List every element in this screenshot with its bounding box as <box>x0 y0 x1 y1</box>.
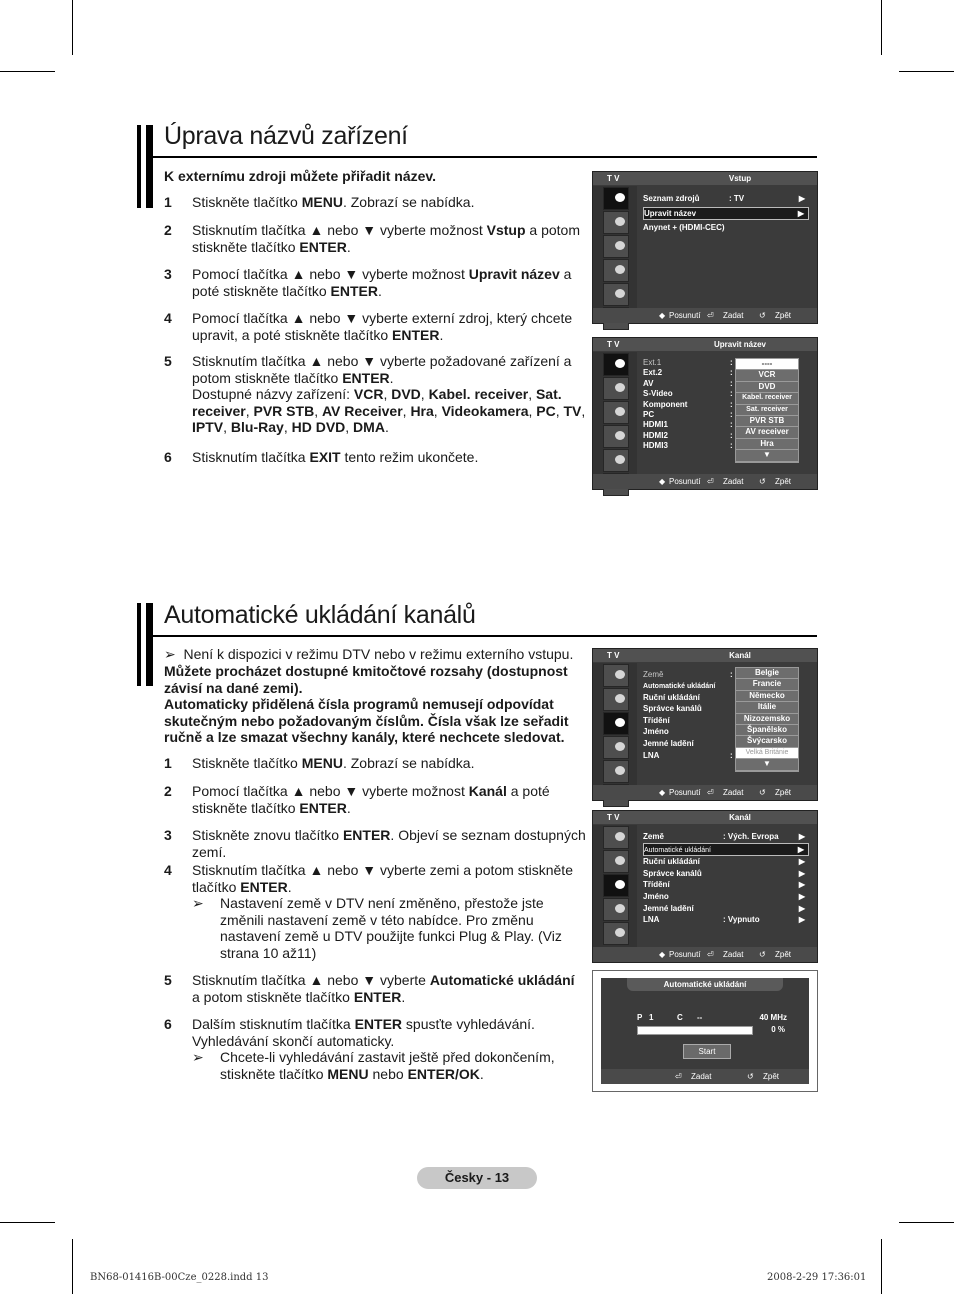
step-text: Pomocí tlačítka ▲ nebo ▼ vyberte možnost Kanál a poté stiskněte tlačítko ENTER. <box>192 783 550 816</box>
slug-date: 2008-2-29 17:36:01 <box>767 1272 867 1283</box>
instruction-step <box>164 783 586 816</box>
return-icon: ↺ <box>747 1072 754 1081</box>
osd-title: Vstup <box>728 174 752 183</box>
section-bar <box>137 603 153 686</box>
arrow-right-icon: ▶ <box>798 915 805 925</box>
osd-menu-item[interactable] <box>643 831 809 842</box>
instruction-step <box>164 353 586 436</box>
osd-option[interactable]: Sat. receiver <box>736 405 798 416</box>
section2-note <box>164 646 586 663</box>
instruction-step <box>164 827 586 860</box>
osd-menu-item[interactable] <box>643 856 809 867</box>
note-text: Chcete-li vyhledávání zastavit ještě před dokončením, stiskněte tlačítko MENU nebo ENTER/OK. <box>220 1049 555 1082</box>
osd-option[interactable]: Švýcarsko <box>736 736 798 747</box>
arrow-right-icon: ▶ <box>797 844 804 854</box>
arrow-right-icon: ▶ <box>798 857 805 867</box>
section1-title: Úprava názvů zařízení <box>164 122 408 150</box>
instruction-step <box>164 755 586 772</box>
start-button[interactable]: Start <box>683 1044 731 1059</box>
input-icon <box>603 664 629 687</box>
setup-icon <box>603 259 629 282</box>
osd-item-label: Jméno <box>643 891 669 901</box>
crop-mark <box>72 0 73 55</box>
crop-mark <box>881 0 882 55</box>
sound-icon <box>603 235 629 258</box>
osd-item-label: Anynet + (HDMI-CEC) <box>643 223 725 232</box>
updown-icon: ◆ <box>659 950 666 959</box>
sound-icon <box>603 922 629 945</box>
osd-menu-item[interactable] <box>643 843 809 856</box>
osd-item-label: Země <box>643 670 664 679</box>
osd-autostore <box>601 978 809 1084</box>
setup-icon <box>603 760 629 783</box>
osd-item-label: Ext.1 <box>643 358 662 367</box>
updown-icon: ◆ <box>659 311 666 320</box>
channel-icon <box>603 874 629 897</box>
osd-tv-label: T V <box>607 340 620 349</box>
step-number: 2 <box>164 783 172 799</box>
osd-input-menu <box>592 171 818 324</box>
crop-mark <box>72 1239 73 1294</box>
osd-item-label: Ruční ukládání <box>643 692 700 702</box>
osd-menu-item[interactable] <box>643 193 809 204</box>
osd-option[interactable]: Španělsko <box>736 725 798 736</box>
osd-item-label: LNA <box>643 750 660 760</box>
instruction-step <box>164 266 586 299</box>
osd-title: Kanál <box>729 813 751 822</box>
osd-item-label: Seznam zdrojů <box>643 194 700 203</box>
return-icon: ↺ <box>759 788 766 797</box>
osd-item-colon: : <box>730 409 733 419</box>
picture-icon <box>603 850 629 873</box>
osd-item-label: Jméno <box>643 727 669 737</box>
picture-icon <box>603 211 629 234</box>
osd-menu-item[interactable] <box>643 891 809 902</box>
osd-title: Kanál <box>729 651 751 660</box>
osd-item-colon: : <box>730 670 733 679</box>
osd-item-label: AV <box>643 378 654 388</box>
osd-item-colon: : <box>730 750 733 760</box>
osd-item-label: Třídění <box>643 715 670 725</box>
setup-icon <box>603 425 629 448</box>
step-number: 4 <box>164 862 172 878</box>
osd-item-colon: : <box>730 441 733 451</box>
picture-icon <box>603 688 629 711</box>
enter-icon: ⏎ <box>707 788 714 797</box>
osd-autostore-frame <box>592 970 818 1092</box>
return-icon: ↺ <box>759 477 766 486</box>
setup-icon <box>603 898 629 921</box>
osd-tv-label: T V <box>607 813 620 822</box>
osd-item-label: Jemné ladění <box>643 903 694 913</box>
step-number: 4 <box>164 310 172 326</box>
osd-edit-name <box>592 337 818 490</box>
instruction-step <box>164 222 586 255</box>
arrow-right-icon: ▶ <box>798 891 805 901</box>
step-number: 6 <box>164 449 172 465</box>
osd-footer <box>593 308 817 323</box>
back-label: Zpět <box>763 1072 780 1081</box>
osd-item-label: Komponent <box>643 399 688 409</box>
osd-item-label: HDMI2 <box>643 430 668 440</box>
osd-rows <box>643 831 809 926</box>
return-icon: ↺ <box>759 950 766 959</box>
osd-footer <box>593 785 817 800</box>
section-bar <box>137 125 153 208</box>
arrow-right-icon: ▶ <box>797 208 804 218</box>
back-label: Zpět <box>775 788 792 797</box>
sound-icon <box>603 401 629 424</box>
osd-item-colon: : <box>730 430 733 440</box>
osd-item-label: Správce kanálů <box>643 868 702 878</box>
instruction-step <box>164 862 586 961</box>
arrow-right-icon: ▶ <box>798 903 805 913</box>
step-text: Stiskněte znovu tlačítko ENTER. Objeví se seznam dostupných zemí. <box>192 827 586 860</box>
progress-bar <box>637 1026 753 1035</box>
step-text: Stisknutím tlačítka ▲ nebo ▼ vyberte zemi a potom stiskněte tlačítko ENTER. <box>192 862 573 895</box>
osd-title: Upravit název <box>713 340 767 349</box>
osd-item-label: Ext.2 <box>643 368 663 378</box>
back-label: Zpět <box>775 950 792 959</box>
osd-option[interactable]: VCR <box>736 370 798 381</box>
osd-option[interactable]: Německo <box>736 691 798 702</box>
osd-item-label: S-Video <box>643 389 673 399</box>
channel-icon <box>603 449 629 472</box>
picture-icon <box>603 377 629 400</box>
step-text: Stisknutím tlačítka EXIT tento režim ukončete. <box>192 449 479 465</box>
step-text: Pomocí tlačítka ▲ nebo ▼ vyberte externí zdroj, který chcete upravit, a poté stiskněte tlačítko ENTER. <box>192 310 573 343</box>
arrow-icon: ➢ <box>164 646 176 662</box>
osd-side-icons <box>593 186 637 308</box>
osd-option[interactable]: Francie <box>736 679 798 690</box>
step-number: 1 <box>164 194 172 210</box>
osd-item-label: Upravit název <box>644 208 697 218</box>
enter-icon: ⏎ <box>707 477 714 486</box>
input-icon <box>603 353 629 376</box>
step-number: 2 <box>164 222 172 238</box>
instruction-step <box>164 310 586 343</box>
enter-icon: ⏎ <box>675 1072 682 1081</box>
osd-menu-item[interactable] <box>643 879 809 890</box>
osd-option[interactable]: AV receiver <box>736 427 798 438</box>
arrow-right-icon: ▶ <box>798 868 805 878</box>
osd-item-label: Jemné ladění <box>643 738 694 748</box>
page-number: Česky - 13 <box>417 1167 537 1189</box>
instruction-step <box>164 194 586 211</box>
enter-label: Zadat <box>723 477 744 486</box>
osd-item-colon: : <box>730 378 733 388</box>
move-label: Posunutí <box>669 311 701 320</box>
section-rule <box>150 156 817 158</box>
enter-label: Zadat <box>723 950 744 959</box>
progress-percent: 0 % <box>771 1025 785 1034</box>
arrow-right-icon: ▶ <box>798 832 805 841</box>
move-label: Posunutí <box>669 950 701 959</box>
osd-rows <box>643 193 809 236</box>
note-text: Není k dispozici v režimu DTV nebo v režimu externího vstupu. <box>183 646 574 662</box>
osd-item-label: PC <box>643 409 655 419</box>
channel-icon <box>603 712 629 735</box>
osd-option[interactable]: Itálie <box>736 702 798 713</box>
osd-footer <box>593 474 817 489</box>
step-text: Stisknutím tlačítka ▲ nebo ▼ vyberte možnost Vstup a potom stiskněte tlačítko ENTER. <box>192 222 580 255</box>
osd-item-colon: : <box>730 368 733 378</box>
osd-option[interactable]: Velká Británie <box>736 748 798 759</box>
osd-option[interactable]: DVD <box>736 382 798 393</box>
step-note <box>192 1049 586 1082</box>
move-label: Posunutí <box>669 477 701 486</box>
enter-label: Zadat <box>691 1072 712 1081</box>
osd-option[interactable]: Kabel. receiver <box>736 393 798 404</box>
step-number: 6 <box>164 1016 172 1032</box>
back-label: Zpět <box>775 311 792 320</box>
enter-label: Zadat <box>723 788 744 797</box>
osd-item-colon: : <box>730 420 733 430</box>
crop-mark <box>881 1239 882 1294</box>
channel-icon <box>603 283 629 306</box>
osd-item-label: Automatické ukládání <box>643 683 716 690</box>
program-value: 1 <box>649 1013 654 1022</box>
arrow-icon: ➢ <box>192 895 204 911</box>
osd-item-label: LNA <box>643 915 660 925</box>
step-number: 5 <box>164 353 172 369</box>
osd-item-value: : TV <box>729 194 745 203</box>
osd-item-label: Třídění <box>643 880 670 890</box>
input-icon <box>603 187 629 210</box>
frequency: 40 MHz <box>759 1013 787 1022</box>
osd-menu-item[interactable] <box>643 222 809 233</box>
osd-tv-label: T V <box>607 651 620 660</box>
osd-side-icons <box>593 663 637 785</box>
osd-country-list <box>592 648 818 801</box>
osd-item-label: HDMI1 <box>643 420 668 430</box>
crop-mark <box>0 71 55 72</box>
step-text: Stisknutím tlačítka ▲ nebo ▼ vyberte Automatické ukládání a potom stiskněte tlačítko ENTER. <box>192 972 575 1005</box>
channel-value: -- <box>697 1013 703 1022</box>
step-text: Stiskněte tlačítko MENU. Zobrazí se nabídka. <box>192 755 475 771</box>
step-text: Dalším stisknutím tlačítka ENTER spusťte vyhledávání. Vyhledávání skončí automaticky. <box>192 1016 535 1049</box>
step-number: 3 <box>164 827 172 843</box>
return-icon: ↺ <box>759 311 766 320</box>
step-text: Pomocí tlačítka ▲ nebo ▼ vyberte možnost Upravit název a poté stiskněte tlačítko ENTER. <box>192 266 572 299</box>
step-note <box>192 895 586 961</box>
osd-option[interactable]: Nizozemsko <box>736 714 798 725</box>
osd-side-icons <box>593 352 637 474</box>
osd-option[interactable]: ---- <box>736 359 798 370</box>
input-icon <box>603 826 629 849</box>
osd-footer <box>593 947 817 962</box>
osd-option[interactable]: Hra <box>736 439 798 450</box>
osd-option[interactable]: PVR STB <box>736 416 798 427</box>
sound-icon <box>603 736 629 759</box>
osd-item-label: Automatické ukládání <box>644 846 711 854</box>
arrow-right-icon: ▶ <box>798 194 805 203</box>
osd-menu-item[interactable] <box>643 914 809 925</box>
section1-lead: K externímu zdroji můžete přiřadit název. <box>164 168 437 184</box>
osd-item-label: Země <box>643 832 664 841</box>
osd-item-value: : Vypnuto <box>723 915 760 925</box>
enter-label: Zadat <box>723 311 744 320</box>
slug-file: BN68-01416B-00Cze_0228.indd 13 <box>90 1272 269 1283</box>
osd-option[interactable]: Belgie <box>736 668 798 679</box>
step-text: Stisknutím tlačítka ▲ nebo ▼ vyberte požadované zařízení a potom stiskněte tlačítko ENTER. Dostupné názvy zařízení: VCR, DVD, Kabel. receiver, Sat. receiver, PVR STB, AV Receiver, Hra, Videokamera, PC, TV, IPTV, Blu-Ray, HD DVD, DMA. <box>192 353 586 435</box>
back-label: Zpět <box>775 477 792 486</box>
osd-option[interactable]: ▼ <box>736 450 798 461</box>
osd-item-label: Správce kanálů <box>643 704 702 714</box>
move-label: Posunutí <box>669 788 701 797</box>
crop-mark <box>0 1222 55 1223</box>
crop-mark <box>899 1222 954 1223</box>
step-number: 1 <box>164 755 172 771</box>
section2-title: Automatické ukládání kanálů <box>164 601 476 629</box>
arrow-icon: ➢ <box>192 1049 204 1065</box>
step-number: 3 <box>164 266 172 282</box>
osd-options <box>735 667 799 772</box>
osd-option[interactable]: ▼ <box>736 759 798 770</box>
arrow-right-icon: ▶ <box>798 880 805 890</box>
osd-item-colon: : <box>730 399 733 409</box>
enter-icon: ⏎ <box>707 311 714 320</box>
osd-item-label: Ruční ukládání <box>643 857 700 867</box>
osd-channel-menu <box>592 810 818 963</box>
step-text: Stiskněte tlačítko MENU. Zobrazí se nabídka. <box>192 194 475 210</box>
osd-item-value: : Vých. Evropa <box>723 832 779 841</box>
osd-menu-item[interactable] <box>643 903 809 914</box>
osd-options <box>735 358 799 463</box>
channel-label: C <box>677 1013 683 1022</box>
crop-mark <box>899 71 954 72</box>
osd-item-colon: : <box>730 358 733 367</box>
instruction-step <box>164 972 586 1005</box>
osd-menu-item[interactable] <box>643 868 809 879</box>
program-label: P <box>637 1013 643 1022</box>
instruction-step <box>164 1016 586 1082</box>
note-text: Nastavení země v DTV není změněno, přestože jste změnili nastavení země v této nabídce. Pro změnu nastavení země u DTV použijte funkci Plug & Play. (Viz strana 10 až11) <box>220 895 562 961</box>
step-number: 5 <box>164 972 172 988</box>
instruction-step <box>164 449 586 466</box>
osd-menu-item[interactable] <box>643 207 809 220</box>
osd-title: Automatické ukládání <box>627 978 783 991</box>
osd-tv-label: T V <box>607 174 620 183</box>
enter-icon: ⏎ <box>707 950 714 959</box>
updown-icon: ◆ <box>659 788 666 797</box>
section2-bold-paragraph: Můžete procházet dostupné kmitočtové rozsahy (dostupnost závisí na dané zemi). Automaticky přidělená čísla programů nemusejí odpovídat skutečným nebo požadovaným číslům. Čísla však lze seřadit ručně a lze smazat všechny kanály, které nechcete sledovat. <box>164 663 569 745</box>
osd-side-icons <box>593 825 637 947</box>
osd-item-colon: : <box>730 389 733 399</box>
osd-item-label: HDMI3 <box>643 441 668 451</box>
updown-icon: ◆ <box>659 477 666 486</box>
section-rule <box>150 635 817 637</box>
